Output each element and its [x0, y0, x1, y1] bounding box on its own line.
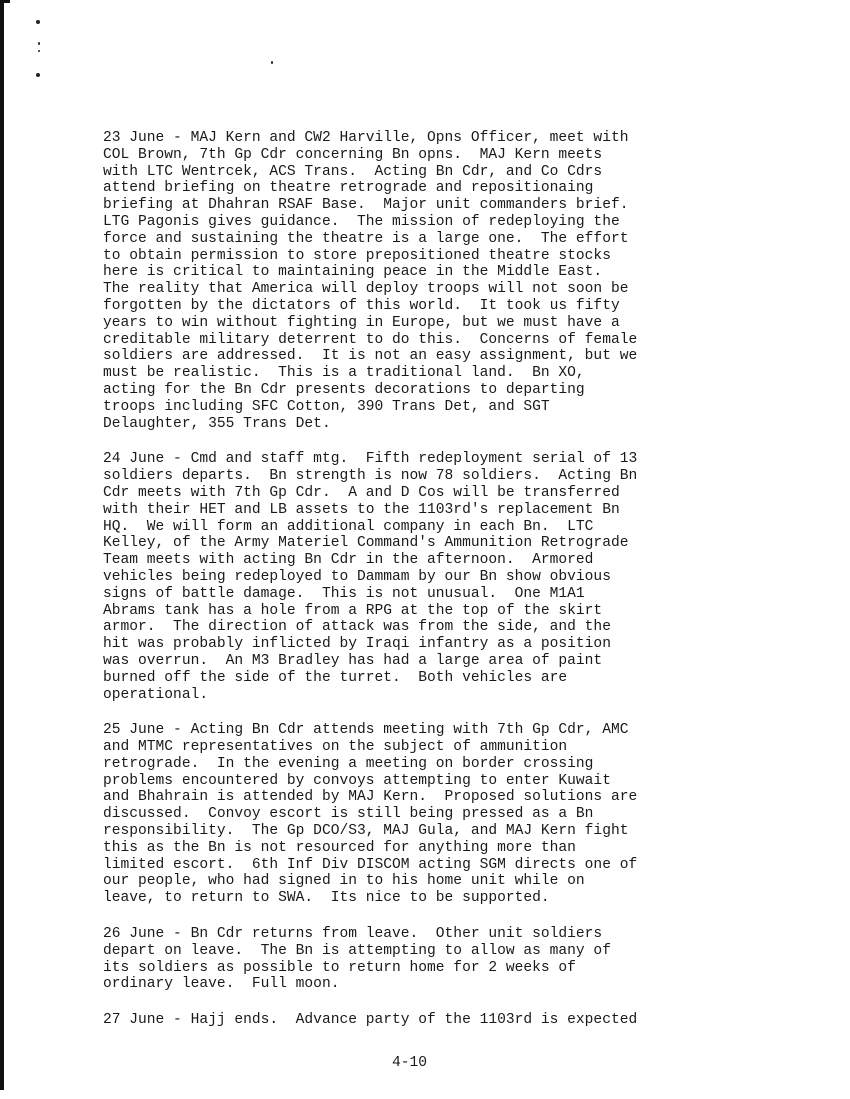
journal-entry-26-june: [103, 926, 823, 993]
entry-line: troops including SFC Cotton, 390 Trans Det, and SGT: [103, 398, 550, 415]
entry-line: limited escort. 6th Inf Div DISCOM acting SGM directs one of: [103, 856, 638, 873]
entry-line: its soldiers as possible to return home for 2 weeks of: [103, 959, 576, 976]
entry-line: attend briefing on theatre retrograde and repositionaing: [103, 180, 594, 197]
entry-line: Team meets with acting Bn Cdr in the afternoon. Armored: [103, 552, 594, 569]
entry-line: 27 June - Hajj ends. Advance party of the 1103rd is expected: [103, 1012, 638, 1029]
entry-line: Kelley, of the Army Materiel Command's Ammunition Retrograde: [103, 535, 629, 552]
journal-entry-23-june: [103, 130, 823, 432]
entry-line: discussed. Convoy escort is still being pressed as a Bn: [103, 806, 594, 823]
entry-line: hit was probably inflicted by Iraqi infantry as a position: [103, 636, 611, 653]
scan-speck: [38, 50, 40, 52]
entry-line: burned off the side of the turret. Both vehicles are: [103, 669, 568, 686]
entry-line: our people, who had signed in to his home unit while on: [103, 873, 585, 890]
entry-line: soldiers departs. Bn strength is now 78 soldiers. Acting Bn: [103, 468, 638, 485]
document-body: [103, 130, 823, 1048]
journal-entry-24-june: [103, 451, 823, 703]
entry-line: force and sustaining the theatre is a large one. The effort: [103, 230, 629, 247]
entry-line: LTG Pagonis gives guidance. The mission of redeploying the: [103, 213, 620, 230]
entry-line: soldiers are addressed. It is not an easy assignment, but we: [103, 348, 638, 365]
scan-left-edge: [0, 0, 4, 1090]
entry-line: vehicles being redeployed to Dammam by our Bn show obvious: [103, 568, 611, 585]
entry-line: ordinary leave. Full moon.: [103, 976, 340, 993]
entry-line: creditable military deterrent to do this. Concerns of female: [103, 331, 638, 348]
entry-line: The reality that America will deploy troops will not soon be: [103, 281, 629, 298]
entry-line: leave, to return to SWA. Its nice to be supported.: [103, 890, 550, 907]
entry-line: 25 June - Acting Bn Cdr attends meeting with 7th Gp Cdr, AMC: [103, 722, 629, 739]
scan-top-mark: [0, 0, 10, 3]
entry-line: operational.: [103, 686, 209, 703]
entry-line: with their HET and LB assets to the 1103rd's replacement Bn: [103, 501, 620, 518]
scan-speck: [271, 61, 273, 64]
entry-line: COL Brown, 7th Gp Cdr concerning Bn opns. MAJ Kern meets: [103, 146, 603, 163]
journal-entry-27-june: [103, 1012, 823, 1029]
entry-line: armor. The direction of attack was from the side, and the: [103, 619, 611, 636]
entry-line: and MTMC representatives on the subject of ammunition: [103, 739, 568, 756]
entry-line: problems encountered by convoys attempting to enter Kuwait: [103, 772, 611, 789]
scan-speck: [38, 42, 40, 45]
entry-line: depart on leave. The Bn is attempting to allow as many of: [103, 942, 611, 959]
entry-line: Cdr meets with 7th Gp Cdr. A and D Cos will be transferred: [103, 484, 620, 501]
entry-line: must be realistic. This is a traditional land. Bn XO,: [103, 365, 585, 382]
entry-line: retrograde. In the evening a meeting on border crossing: [103, 755, 594, 772]
entry-line: acting for the Bn Cdr presents decorations to departing: [103, 381, 585, 398]
entry-line: 23 June - MAJ Kern and CW2 Harville, Opns Officer, meet with: [103, 130, 629, 146]
entry-line: 24 June - Cmd and staff mtg. Fifth redeployment serial of 13: [103, 451, 638, 468]
entry-line: responsibility. The Gp DCO/S3, MAJ Gula, and MAJ Kern fight: [103, 823, 629, 840]
entry-line: Delaughter, 355 Trans Det.: [103, 415, 331, 432]
entry-line: to obtain permission to store prepositioned theatre stocks: [103, 247, 611, 264]
entry-line: years to win without fighting in Europe, but we must have a: [103, 314, 620, 331]
entry-line: here is critical to maintaining peace in the Middle East.: [103, 264, 603, 281]
entry-line: and Bhahrain is attended by MAJ Kern. Proposed solutions are: [103, 789, 638, 806]
entry-line: briefing at Dhahran RSAF Base. Major unit commanders brief.: [103, 197, 629, 214]
entry-line: HQ. We will form an additional company in each Bn. LTC: [103, 518, 594, 535]
scan-speck: [36, 20, 40, 24]
entry-line: signs of battle damage. This is not unusual. One M1A1: [103, 585, 585, 602]
entry-line: with LTC Wentrcek, ACS Trans. Acting Bn Cdr, and Co Cdrs: [103, 163, 603, 180]
journal-entry-25-june: [103, 722, 823, 907]
entry-line: Abrams tank has a hole from a RPG at the top of the skirt: [103, 602, 603, 619]
scan-speck: [36, 73, 40, 77]
page-number: 4-10: [392, 1055, 428, 1071]
entry-line: this as the Bn is not resourced for anything more than: [103, 839, 576, 856]
entry-line: was overrun. An M3 Bradley has had a large area of paint: [103, 652, 603, 669]
entry-line: 26 June - Bn Cdr returns from leave. Other unit soldiers: [103, 926, 603, 943]
entry-line: forgotten by the dictators of this world. It took us fifty: [103, 297, 620, 314]
